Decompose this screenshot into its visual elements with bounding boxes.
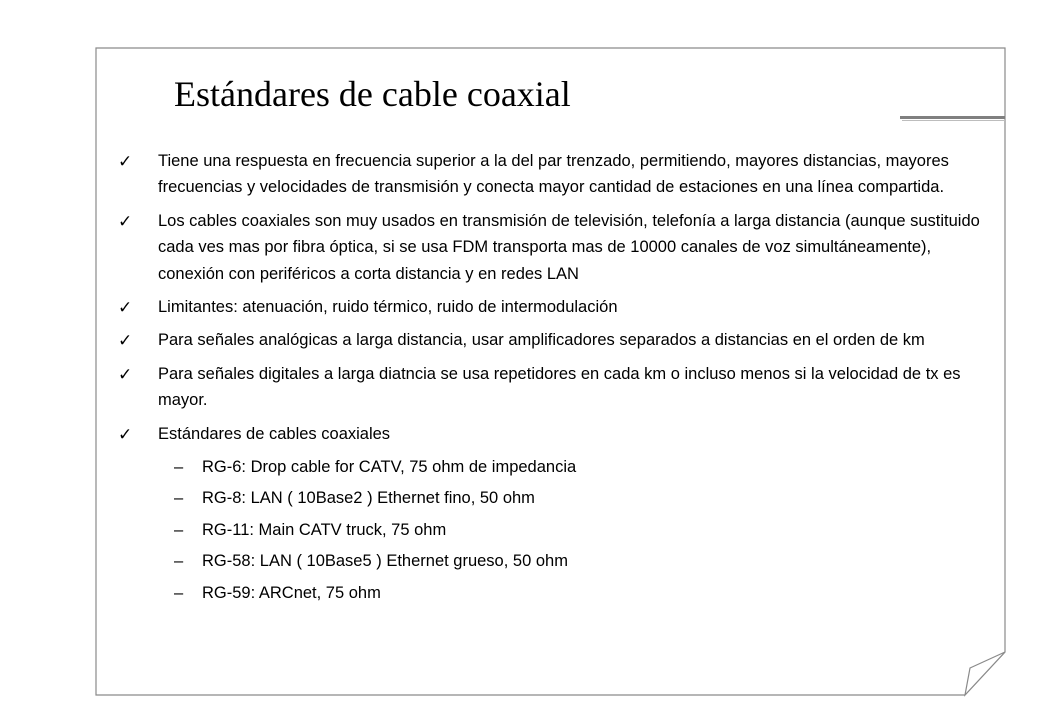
sub-bullet-item bbox=[112, 580, 992, 606]
dash-icon: – bbox=[174, 489, 184, 508]
bullet-item bbox=[112, 208, 992, 287]
dash-icon: – bbox=[174, 520, 184, 539]
checkmark-icon: ✓ bbox=[118, 298, 133, 319]
sub-bullet-item bbox=[112, 454, 992, 480]
bullet-item bbox=[112, 327, 992, 353]
checkmark-icon: ✓ bbox=[118, 364, 133, 385]
sub-bullet-text: RG-59: ARCnet, 75 ohm bbox=[202, 583, 381, 602]
slide-body bbox=[112, 148, 992, 611]
sub-bullet-text: RG-6: Drop cable for CATV, 75 ohm de impedancia bbox=[202, 458, 577, 477]
dash-icon: – bbox=[174, 458, 184, 477]
bullet-item bbox=[112, 148, 992, 201]
bullet-item bbox=[112, 421, 992, 447]
dash-icon: – bbox=[174, 552, 184, 571]
bullet-item bbox=[112, 361, 992, 414]
bullet-item bbox=[112, 294, 992, 320]
dash-icon: – bbox=[174, 583, 184, 602]
sub-bullet-item bbox=[112, 548, 992, 574]
bullet-list bbox=[112, 148, 992, 447]
bullet-text: Estándares de cables coaxiales bbox=[158, 424, 391, 443]
bullet-text: Los cables coaxiales son muy usados en transmisión de televisión, telefonía a larga distancia (aunque sustituido cada ves mas por fibra óptica, si se usa FDM transporta mas de 10000 canales de voz simultáneamente), conexión con periféricos a corta distancia y en redes LAN bbox=[158, 211, 980, 283]
bullet-text: Tiene una respuesta en frecuencia superior a la del par trenzado, permitiendo, mayores distancias, mayores frecuencias y velocidades de transmisión y conecta mayor cantidad de estaciones en una línea compartida. bbox=[158, 152, 949, 197]
checkmark-icon: ✓ bbox=[118, 211, 133, 232]
bullet-text: Para señales digitales a larga diatncia se usa repetidores en cada km o incluso menos si la velocidad de tx es mayor. bbox=[158, 364, 961, 410]
checkmark-icon: ✓ bbox=[118, 152, 133, 172]
sub-bullet-list bbox=[112, 454, 992, 606]
bullet-text: Limitantes: atenuación, ruido térmico, ruido de intermodulación bbox=[158, 298, 618, 317]
checkmark-icon: ✓ bbox=[118, 424, 133, 445]
sub-bullet-text: RG-58: LAN ( 10Base5 ) Ethernet grueso, 50 ohm bbox=[202, 552, 568, 571]
title-underline-bar bbox=[900, 116, 1005, 119]
bullet-text: Para señales analógicas a larga distancia, usar amplificadores separados a distancias en el orden de km bbox=[158, 331, 925, 350]
slide-title: Estándares de cable coaxial bbox=[174, 74, 571, 114]
title-underline-shadow bbox=[902, 120, 1005, 121]
sub-bullet-item bbox=[112, 485, 992, 511]
sub-bullet-text: RG-8: LAN ( 10Base2 ) Ethernet fino, 50 ohm bbox=[202, 489, 535, 508]
sub-bullet-text: RG-11: Main CATV truck, 75 ohm bbox=[202, 520, 447, 539]
checkmark-icon: ✓ bbox=[118, 331, 133, 352]
sub-bullet-item bbox=[112, 517, 992, 543]
